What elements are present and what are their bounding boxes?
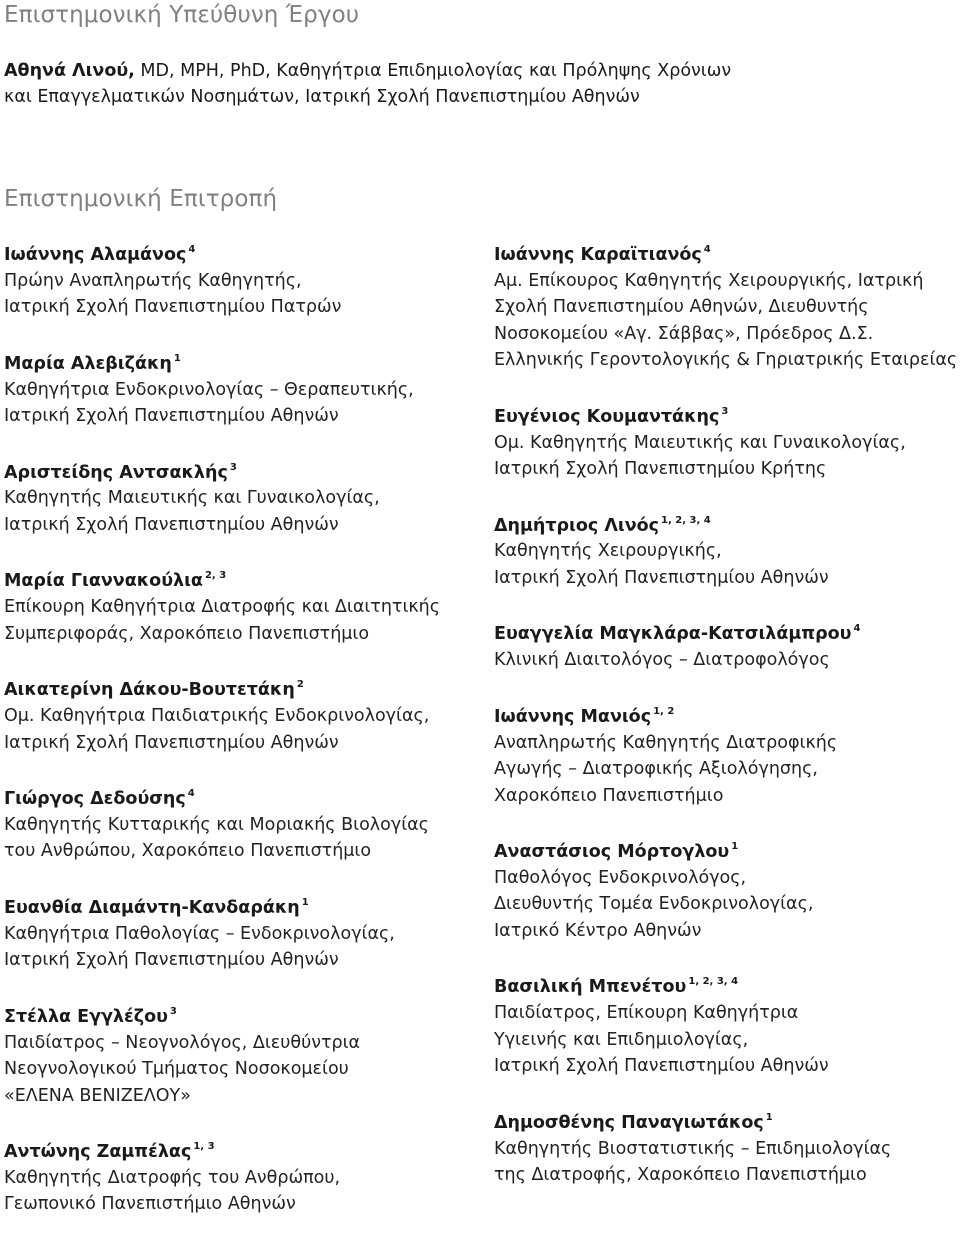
member-desc-line: Ιατρική Σχολή Πανεπιστημίου Πατρών — [4, 297, 342, 318]
member-entry — [494, 1106, 960, 1189]
lead-description-2: και Επαγγελματικών Νοσημάτων, Ιατρική Σχολή Πανεπιστημίου Αθηνών — [4, 87, 640, 107]
member-desc-line: Συμπεριφοράς, Χαροκόπειο Πανεπιστήμιο — [4, 623, 370, 644]
member-name — [494, 617, 960, 647]
member-desc-line: Υγιεινής και Επιδημιολογίας, — [494, 1029, 749, 1050]
member-affiliation-sup: 1, 2 — [653, 705, 675, 717]
member-name-text: Ιωάννης Μανιός — [494, 706, 652, 727]
member-description — [494, 430, 960, 483]
member-affiliation-sup: 4 — [853, 623, 861, 635]
member-entry — [494, 970, 960, 1079]
member-desc-line: Παθολόγος Ενδοκρινολόγος, — [494, 867, 747, 888]
member-name — [494, 970, 960, 1000]
member-desc-line: Αγωγής – Διατροφικής Αξιολόγησης, — [494, 759, 818, 780]
lead-heading: Επιστημονική Υπεύθυνη Έργου — [4, 2, 360, 28]
member-desc-line: Αναπληρωτής Καθηγητής Διατροφικής — [494, 732, 838, 753]
member-desc-line: Γεωπονικό Πανεπιστήμιο Αθηνών — [4, 1194, 296, 1215]
member-name-text: Βασιλική Μπενέτου — [494, 977, 687, 998]
member-entry — [4, 891, 474, 974]
member-desc-line: Χαροκόπειο Πανεπιστήμιο — [494, 785, 724, 806]
member-name — [4, 891, 474, 921]
member-description — [494, 647, 960, 674]
member-affiliation-sup: 4 — [188, 244, 196, 255]
member-name-text: Ευαγγελία Μαγκλάρα-Κατσιλάμπρου — [494, 624, 852, 645]
member-name-text: Δημοσθένης Παναγιωτάκος — [494, 1112, 764, 1133]
member-desc-line: Ομ. Καθηγητής Μαιευτικής και Γυναικολογίας, — [494, 432, 906, 453]
member-affiliation-sup: 1 — [173, 352, 181, 364]
member-desc-line: «ΕΛΕΝΑ ΒΕΝΙΖΕΛΟΥ» — [4, 1085, 191, 1106]
member-entry — [4, 673, 474, 756]
member-desc-line: Ιατρική Σχολή Πανεπιστημίου Αθηνών — [494, 567, 829, 588]
member-name-text: Αντώνης Ζαμπέλας — [4, 1141, 192, 1162]
member-name-text: Ιωάννης Καραϊτιανός — [494, 244, 702, 265]
member-desc-line: του Ανθρώπου, Χαροκόπειο Πανεπιστήμιο — [4, 841, 372, 862]
member-entry — [4, 347, 474, 430]
member-name-text: Αναστάσιος Μόρτογλου — [494, 841, 730, 862]
member-desc-line: Επίκουρη Καθηγήτρια Διατροφής και Διαιτητικής — [4, 597, 441, 618]
member-desc-line: της Διατροφής, Χαροκόπειο Πανεπιστήμιο — [494, 1165, 867, 1186]
member-affiliation-sup: 2 — [296, 679, 304, 691]
member-desc-line: Ιατρική Σχολή Πανεπιστημίου Αθηνών — [4, 950, 339, 971]
member-affiliation-sup: 4 — [703, 244, 711, 255]
member-entry — [494, 400, 960, 483]
member-description — [494, 1000, 960, 1080]
member-name — [4, 1000, 474, 1030]
member-description — [4, 703, 474, 756]
member-desc-line: Αμ. Επίκουρος Καθηγητής Χειρουργικής, Ιατρική — [494, 270, 924, 291]
lead-name: Αθηνά Λινού, — [4, 61, 135, 81]
member-name — [494, 238, 960, 268]
member-name-text: Γιώργος Δεδούσης — [4, 788, 186, 809]
member-name-text: Αριστείδης Αντσακλής — [4, 462, 228, 483]
member-affiliation-sup: 1 — [765, 1111, 773, 1123]
member-name — [4, 673, 474, 703]
member-description — [4, 1165, 474, 1218]
member-desc-line: Καθηγητής Χειρουργικής, — [494, 541, 722, 562]
member-entry — [494, 238, 960, 374]
member-description — [494, 865, 960, 945]
member-name — [494, 400, 960, 430]
member-name-text: Ιωάννης Αλαμάνος — [4, 244, 187, 265]
member-entry — [494, 509, 960, 592]
member-desc-line: Κλινική Διαιτολόγος – Διατροφολόγος — [494, 650, 830, 671]
member-desc-line: Ιατρική Σχολή Πανεπιστημίου Αθηνών — [494, 1056, 829, 1077]
member-name — [494, 835, 960, 865]
member-entry — [4, 1000, 474, 1109]
member-affiliation-sup: 3 — [721, 405, 729, 417]
member-description — [4, 1030, 474, 1110]
member-affiliation-sup: 1 — [731, 841, 739, 853]
member-name — [4, 456, 474, 486]
member-desc-line: Ιατρική Σχολή Πανεπιστημίου Αθηνών — [4, 514, 339, 535]
member-desc-line: Καθηγητής Διατροφής του Ανθρώπου, — [4, 1167, 341, 1188]
lead-description-1: MD, MPH, PhD, Καθηγήτρια Επιδημιολογίας και Πρόληψης Χρόνιων — [134, 61, 732, 81]
member-entry — [4, 238, 474, 321]
member-desc-line: Σχολή Πανεπιστημίου Αθηνών, Διευθυντής — [494, 297, 869, 318]
member-desc-line: Ιατρικό Κέντρο Αθηνών — [494, 920, 702, 941]
member-desc-line: Παιδίατρος – Νεογνολόγος, Διευθύντρια — [4, 1032, 361, 1053]
member-name — [4, 782, 474, 812]
member-entry — [4, 564, 474, 647]
lead-block — [4, 58, 954, 110]
member-description — [4, 485, 474, 538]
member-desc-line: Καθηγητής Μαιευτικής και Γυναικολογίας, — [4, 488, 380, 509]
member-description — [4, 921, 474, 974]
committee-column-left — [4, 238, 474, 1244]
member-desc-line: Παιδίατρος, Επίκουρη Καθηγήτρια — [494, 1003, 799, 1024]
member-description — [494, 538, 960, 591]
member-entry — [4, 456, 474, 539]
member-name — [494, 700, 960, 730]
member-affiliation-sup: 2, 3 — [204, 570, 227, 582]
member-affiliation-sup: 1, 2, 3, 4 — [688, 976, 739, 988]
member-affiliation-sup: 1 — [301, 896, 309, 908]
member-description — [494, 268, 960, 374]
member-affiliation-sup: 1, 3 — [193, 1141, 215, 1153]
member-desc-line: Νοσοκομείου «Αγ. Σάββας», Πρόεδρος Δ.Σ. — [494, 323, 874, 344]
member-name-text: Ευγένιος Κουμαντάκης — [494, 406, 720, 427]
committee-column-right — [494, 238, 960, 1215]
member-desc-line: Καθηγητής Κυτταρικής και Μοριακής Βιολογίας — [4, 814, 429, 835]
member-name — [494, 1106, 960, 1136]
member-description — [494, 730, 960, 810]
member-name — [4, 347, 474, 377]
member-desc-line: Διευθυντής Τομέα Ενδοκρινολογίας, — [494, 894, 814, 915]
member-name — [494, 509, 960, 539]
member-description — [4, 268, 474, 321]
member-entry — [4, 1135, 474, 1218]
committee-heading: Επιστημονική Επιτροπή — [4, 186, 278, 212]
member-name — [4, 238, 474, 268]
member-name-text: Μαρία Αλεβιζάκη — [4, 353, 172, 374]
lead-line-1 — [4, 58, 954, 84]
member-description — [4, 812, 474, 865]
member-desc-line: Ομ. Καθηγήτρια Παιδιατρικής Ενδοκρινολογίας, — [4, 706, 430, 727]
member-name-text: Στέλλα Εγγλέζου — [4, 1006, 168, 1027]
member-description — [494, 1136, 960, 1189]
member-desc-line: Καθηγητής Βιοστατιστικής – Επιδημιολογίας — [494, 1138, 892, 1159]
member-description — [4, 594, 474, 647]
member-affiliation-sup: 1, 2, 3, 4 — [661, 514, 711, 526]
member-entry — [494, 835, 960, 944]
member-desc-line: Ιατρική Σχολή Πανεπιστημίου Αθηνών — [4, 406, 339, 427]
member-affiliation-sup: 3 — [169, 1005, 177, 1017]
member-desc-line: Νεογνολογικού Τμήματος Νοσοκομείου — [4, 1059, 349, 1080]
member-name — [4, 1135, 474, 1165]
member-name-text: Αικατερίνη Δάκου-Βουτετάκη — [4, 680, 295, 701]
member-name-text: Δημήτριος Λινός — [494, 515, 660, 536]
member-affiliation-sup: 4 — [187, 788, 195, 800]
member-name-text: Μαρία Γιαννακούλια — [4, 571, 203, 592]
member-entry — [494, 617, 960, 673]
member-desc-line: Ιατρική Σχολή Πανεπιστημίου Αθηνών — [4, 732, 339, 753]
member-name-text: Ευανθία Διαμάντη-Κανδαράκη — [4, 897, 300, 918]
member-affiliation-sup: 3 — [229, 461, 237, 473]
member-entry — [4, 782, 474, 865]
member-name — [4, 564, 474, 594]
member-desc-line: Ιατρική Σχολή Πανεπιστημίου Κρήτης — [494, 459, 827, 480]
member-desc-line: Καθηγήτρια Παθολογίας – Ενδοκρινολογίας, — [4, 923, 395, 944]
member-desc-line: Ελληνικής Γεροντολογικής & Γηριατρικής Εταιρείας — [494, 350, 958, 371]
member-desc-line: Πρώην Αναπληρωτής Καθηγητής, — [4, 270, 302, 291]
member-desc-line: Καθηγήτρια Ενδοκρινολογίας – Θεραπευτικής, — [4, 379, 414, 400]
member-description — [4, 377, 474, 430]
member-entry — [494, 700, 960, 809]
